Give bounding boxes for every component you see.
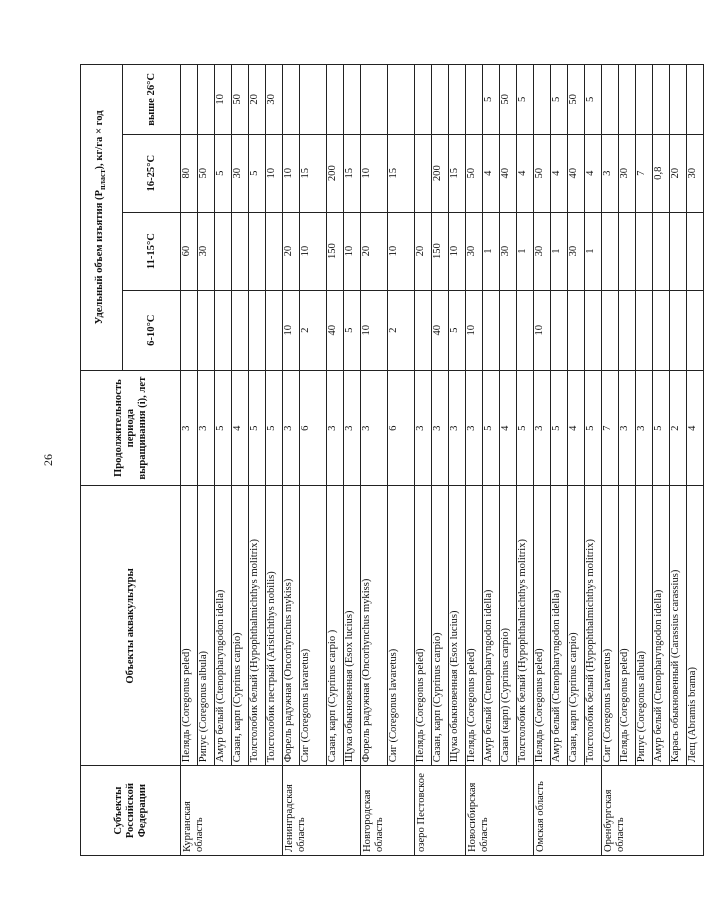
- cell-temp-above-26: [415, 65, 432, 135]
- cell-temp-6-10: 40: [327, 290, 344, 370]
- cell-species: Щука обыкновенная (Esox lucius): [449, 486, 466, 766]
- aquaculture-yield-table: [80, 64, 704, 856]
- cell-years: 4: [687, 370, 704, 486]
- cell-temp-above-26: 50: [232, 65, 249, 135]
- cell-years: 3: [283, 370, 300, 486]
- cell-species: Рипус (Coregonus albula): [198, 486, 215, 766]
- cell-temp-above-26: [388, 65, 415, 135]
- table-row: [653, 65, 670, 856]
- cell-temp-11-15: [653, 212, 670, 290]
- cell-years: 4: [232, 370, 249, 486]
- cell-years: 3: [432, 370, 449, 486]
- cell-temp-11-15: [249, 212, 266, 290]
- cell-temp-11-15: 30: [568, 212, 585, 290]
- cell-temp-11-15: 1: [585, 212, 602, 290]
- cell-years: 5: [551, 370, 568, 486]
- cell-species: Пелядь (Coregonus peled): [181, 486, 198, 766]
- cell-species: Щука обыкновенная (Esox lucius): [344, 486, 361, 766]
- header-yield-sub: пласт: [98, 169, 108, 191]
- cell-temp-6-10: 40: [432, 290, 449, 370]
- cell-species: Пелядь (Coregonus peled): [534, 486, 551, 766]
- cell-species: Лещ (Abramis brama): [687, 486, 704, 766]
- cell-temp-16-25: 50: [534, 134, 551, 212]
- cell-years: 3: [327, 370, 344, 486]
- cell-species: Амур белый (Ctenopharyngodon idella): [483, 486, 500, 766]
- table-row: [534, 65, 551, 856]
- table-row: [232, 65, 249, 856]
- cell-species: Амур белый (Ctenopharyngodon idella): [551, 486, 568, 766]
- cell-species: Сазан (карп) (Cyprinus carpio): [500, 486, 517, 766]
- cell-temp-11-15: 30: [534, 212, 551, 290]
- cell-temp-above-26: 10: [215, 65, 232, 135]
- cell-temp-16-25: 15: [344, 134, 361, 212]
- cell-temp-11-15: 30: [466, 212, 483, 290]
- cell-temp-6-10: [517, 290, 534, 370]
- table-row: [687, 65, 704, 856]
- cell-species: Сазан, карп (Cyprinus carpio ): [327, 486, 344, 766]
- cell-temp-11-15: 60: [181, 212, 198, 290]
- table-row: [181, 65, 198, 856]
- cell-years: 3: [361, 370, 388, 486]
- header-temp-above-26: выше 26°С: [123, 65, 181, 135]
- table-row: [670, 65, 687, 856]
- cell-temp-11-15: [266, 212, 283, 290]
- cell-species: Толстолобик белый (Hypophthalmichthys molitrix): [249, 486, 266, 766]
- cell-temp-16-25: 5: [249, 134, 266, 212]
- cell-years: 3: [636, 370, 653, 486]
- cell-years: 5: [653, 370, 670, 486]
- header-region: Субъекты Российской Федерации: [81, 766, 181, 856]
- cell-years: 5: [483, 370, 500, 486]
- cell-years: 6: [388, 370, 415, 486]
- table-row: [449, 65, 466, 856]
- cell-years: 3: [466, 370, 483, 486]
- cell-temp-11-15: 10: [344, 212, 361, 290]
- header-yield-post: ), кг/га × год: [93, 110, 105, 170]
- cell-temp-16-25: 200: [432, 134, 449, 212]
- cell-temp-6-10: 10: [361, 290, 388, 370]
- cell-years: 7: [602, 370, 619, 486]
- cell-temp-above-26: [670, 65, 687, 135]
- cell-species: Сиг (Coregonus lavaretus): [388, 486, 415, 766]
- header-yield-group: [81, 65, 123, 371]
- cell-species: Пелядь (Coregonus peled): [619, 486, 636, 766]
- cell-region: озеро Пестовское: [415, 766, 466, 856]
- cell-temp-6-10: 2: [300, 290, 327, 370]
- cell-species: Сиг (Coregonus lavaretus): [300, 486, 327, 766]
- cell-temp-6-10: 5: [449, 290, 466, 370]
- cell-temp-above-26: [687, 65, 704, 135]
- cell-temp-6-10: [215, 290, 232, 370]
- cell-years: 4: [500, 370, 517, 486]
- cell-temp-6-10: [653, 290, 670, 370]
- cell-temp-16-25: 30: [687, 134, 704, 212]
- table-row: [361, 65, 388, 856]
- cell-temp-11-15: [636, 212, 653, 290]
- table-row: [283, 65, 300, 856]
- header-temp-16-25: 16-25°С: [123, 134, 181, 212]
- table-row: [198, 65, 215, 856]
- cell-temp-6-10: [415, 290, 432, 370]
- cell-temp-16-25: 15: [449, 134, 466, 212]
- cell-years: 5: [215, 370, 232, 486]
- cell-temp-above-26: [300, 65, 327, 135]
- cell-temp-above-26: [636, 65, 653, 135]
- cell-temp-11-15: 1: [551, 212, 568, 290]
- cell-temp-above-26: [449, 65, 466, 135]
- cell-temp-16-25: 4: [483, 134, 500, 212]
- cell-temp-11-15: [687, 212, 704, 290]
- header-temp-11-15: 11-15°С: [123, 212, 181, 290]
- cell-temp-6-10: [232, 290, 249, 370]
- cell-years: 5: [249, 370, 266, 486]
- cell-species: Пелядь (Coregonus peled): [415, 486, 432, 766]
- cell-temp-above-26: 50: [500, 65, 517, 135]
- cell-temp-16-25: 40: [500, 134, 517, 212]
- cell-temp-6-10: [198, 290, 215, 370]
- cell-temp-11-15: 30: [198, 212, 215, 290]
- cell-temp-6-10: 2: [388, 290, 415, 370]
- cell-temp-6-10: [568, 290, 585, 370]
- cell-temp-16-25: 4: [551, 134, 568, 212]
- table-body: [181, 65, 704, 856]
- cell-species: Сазан, карп (Cyprinus carpio): [432, 486, 449, 766]
- cell-temp-16-25: 7: [636, 134, 653, 212]
- cell-temp-above-26: 50: [568, 65, 585, 135]
- cell-temp-above-26: [619, 65, 636, 135]
- cell-temp-16-25: 15: [300, 134, 327, 212]
- cell-temp-16-25: 4: [585, 134, 602, 212]
- cell-temp-above-26: 5: [585, 65, 602, 135]
- table-row: [466, 65, 483, 856]
- cell-years: 5: [585, 370, 602, 486]
- cell-temp-11-15: 1: [483, 212, 500, 290]
- table-row: [483, 65, 500, 856]
- cell-temp-above-26: 5: [517, 65, 534, 135]
- cell-species: Толстолобик пестрый (Aristichthys nobilis): [266, 486, 283, 766]
- cell-species: Форель радужная (Oncorhynchus mykiss): [361, 486, 388, 766]
- table-row: [249, 65, 266, 856]
- cell-temp-above-26: [432, 65, 449, 135]
- header-object: Объекты аквакультуры: [81, 486, 181, 766]
- table-row: [300, 65, 327, 856]
- cell-temp-6-10: [687, 290, 704, 370]
- cell-temp-6-10: [670, 290, 687, 370]
- cell-temp-11-15: 10: [449, 212, 466, 290]
- cell-temp-above-26: [181, 65, 198, 135]
- cell-years: 3: [449, 370, 466, 486]
- table-row: [517, 65, 534, 856]
- cell-temp-16-25: 30: [232, 134, 249, 212]
- cell-temp-above-26: [602, 65, 619, 135]
- cell-temp-above-26: [327, 65, 344, 135]
- cell-region: Новгородская область: [361, 766, 415, 856]
- table-row: [327, 65, 344, 856]
- table-row: [551, 65, 568, 856]
- cell-temp-6-10: [585, 290, 602, 370]
- cell-temp-11-15: [232, 212, 249, 290]
- cell-temp-16-25: 10: [283, 134, 300, 212]
- cell-temp-16-25: 20: [670, 134, 687, 212]
- cell-temp-11-15: 20: [361, 212, 388, 290]
- cell-years: 3: [415, 370, 432, 486]
- cell-temp-11-15: 10: [300, 212, 327, 290]
- cell-species: Рипус (Coregonus albula): [636, 486, 653, 766]
- cell-temp-above-26: [198, 65, 215, 135]
- cell-years: 4: [568, 370, 585, 486]
- cell-years: 3: [534, 370, 551, 486]
- cell-temp-above-26: [653, 65, 670, 135]
- header-duration: Продолжительность периода выращивания (i), лет: [81, 370, 181, 486]
- cell-years: 3: [181, 370, 198, 486]
- cell-region: Ленинградская область: [283, 766, 361, 856]
- cell-temp-11-15: 1: [517, 212, 534, 290]
- cell-species: Форель радужная (Oncorhynchus mykiss): [283, 486, 300, 766]
- cell-temp-11-15: 10: [388, 212, 415, 290]
- cell-temp-6-10: 10: [466, 290, 483, 370]
- cell-temp-16-25: 0,8: [653, 134, 670, 212]
- cell-temp-above-26: [361, 65, 388, 135]
- cell-temp-16-25: 80: [181, 134, 198, 212]
- cell-species: Амур белый (Ctenopharyngodon idella): [215, 486, 232, 766]
- cell-years: 5: [517, 370, 534, 486]
- cell-temp-16-25: 10: [266, 134, 283, 212]
- header-temp-6-10: 6-10°С: [123, 290, 181, 370]
- cell-temp-11-15: 30: [500, 212, 517, 290]
- cell-temp-6-10: [602, 290, 619, 370]
- cell-temp-11-15: [215, 212, 232, 290]
- cell-temp-6-10: [636, 290, 653, 370]
- cell-species: Амур белый (Ctenopharyngodon idella): [653, 486, 670, 766]
- cell-temp-16-25: 3: [602, 134, 619, 212]
- table-row: [266, 65, 283, 856]
- cell-temp-11-15: 150: [432, 212, 449, 290]
- cell-temp-11-15: [602, 212, 619, 290]
- cell-years: 3: [619, 370, 636, 486]
- cell-temp-6-10: [181, 290, 198, 370]
- cell-species: Сиг (Coregonus lavaretus): [602, 486, 619, 766]
- cell-species: Пелядь (Coregonus peled): [466, 486, 483, 766]
- cell-temp-6-10: [500, 290, 517, 370]
- cell-temp-11-15: 150: [327, 212, 344, 290]
- cell-species: Толстолобик белый (Hypophthalmichthys molitrix): [517, 486, 534, 766]
- cell-temp-6-10: [551, 290, 568, 370]
- cell-temp-16-25: 40: [568, 134, 585, 212]
- cell-temp-11-15: [670, 212, 687, 290]
- cell-temp-6-10: [619, 290, 636, 370]
- cell-temp-above-26: [344, 65, 361, 135]
- cell-temp-16-25: 50: [466, 134, 483, 212]
- table-row: [415, 65, 432, 856]
- table-row: [388, 65, 415, 856]
- table-row: [344, 65, 361, 856]
- table-row: [602, 65, 619, 856]
- cell-temp-11-15: [619, 212, 636, 290]
- cell-years: 5: [266, 370, 283, 486]
- cell-temp-6-10: 10: [534, 290, 551, 370]
- cell-temp-16-25: 200: [327, 134, 344, 212]
- cell-years: 6: [300, 370, 327, 486]
- cell-temp-6-10: [266, 290, 283, 370]
- cell-temp-6-10: [249, 290, 266, 370]
- cell-temp-above-26: [283, 65, 300, 135]
- table-row: [500, 65, 517, 856]
- cell-region: Новосибирская область: [466, 766, 534, 856]
- table-row: [215, 65, 232, 856]
- cell-temp-above-26: 5: [483, 65, 500, 135]
- cell-temp-16-25: 30: [619, 134, 636, 212]
- table-row: [636, 65, 653, 856]
- cell-years: 3: [344, 370, 361, 486]
- cell-temp-above-26: 5: [551, 65, 568, 135]
- page-number: 26: [41, 454, 55, 466]
- header-yield-pre: Удельный объем изъятия (P: [93, 190, 105, 325]
- cell-species: Толстолобик белый (Hypophthalmichthys molitrix): [585, 486, 602, 766]
- cell-temp-16-25: 15: [388, 134, 415, 212]
- cell-temp-16-25: 5: [215, 134, 232, 212]
- cell-species: Карась обыкновенный (Carassius carassius): [670, 486, 687, 766]
- cell-temp-6-10: [483, 290, 500, 370]
- cell-temp-11-15: 20: [415, 212, 432, 290]
- cell-temp-11-15: 20: [283, 212, 300, 290]
- cell-species: Сазан, карп (Cyprinus carpio): [568, 486, 585, 766]
- table-row: [619, 65, 636, 856]
- cell-temp-6-10: 5: [344, 290, 361, 370]
- cell-region: Курганская область: [181, 766, 283, 856]
- cell-region: Оренбургская область: [602, 766, 704, 856]
- cell-temp-above-26: 30: [266, 65, 283, 135]
- cell-years: 2: [670, 370, 687, 486]
- cell-years: 3: [198, 370, 215, 486]
- cell-temp-16-25: [415, 134, 432, 212]
- table-row: [568, 65, 585, 856]
- cell-temp-16-25: 50: [198, 134, 215, 212]
- cell-species: Сазан, карп (Cyprinus carpio): [232, 486, 249, 766]
- cell-temp-above-26: [466, 65, 483, 135]
- cell-temp-above-26: 20: [249, 65, 266, 135]
- table-row: [585, 65, 602, 856]
- table-row: [432, 65, 449, 856]
- cell-region: Омская область: [534, 766, 602, 856]
- cell-temp-above-26: [534, 65, 551, 135]
- cell-temp-16-25: 4: [517, 134, 534, 212]
- cell-temp-16-25: 10: [361, 134, 388, 212]
- cell-temp-6-10: 10: [283, 290, 300, 370]
